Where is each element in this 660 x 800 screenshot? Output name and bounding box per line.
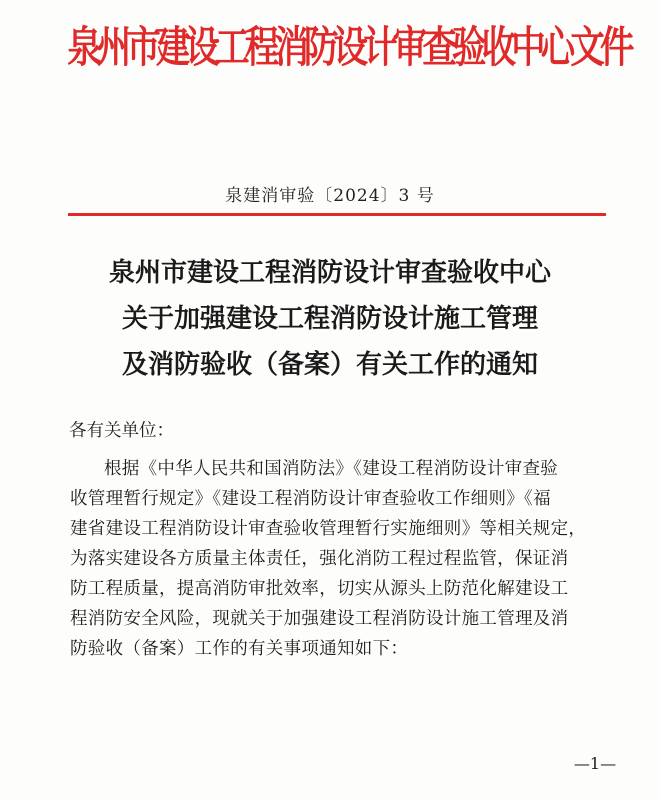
page-number: —1— [573,754,617,773]
salutation: 各有关单位： [69,421,174,441]
body-text-line: 建省建设工程消防设计审查验收管理暂行实施细则》等相关规定， [70,519,587,539]
body-text-line: 根据《中华人民共和国消防法》《建设工程消防设计审查验 [104,459,559,479]
document-header-title: 泉州市建设工程消防设计审查验收中心文件 [67,23,630,73]
body-text-line: 程消防安全风险，现就关于加强建设工程消防设计施工管理及消 [70,609,569,629]
body-text-line: 防验收（备案）工作的有关事项通知如下： [70,639,409,659]
red-divider-line [68,213,606,216]
body-text-line: 防工程质量，提高消防审批效率，切实从源头上防范化解建设工 [70,579,569,599]
document-number: 泉建消审验〔2024〕3 号 [225,186,435,206]
body-text-line: 收管理暂行规定》《建设工程消防设计审查验收工作细则》《福 [70,489,551,509]
notice-title-line: 关于加强建设工程消防设计施工管理 [121,304,538,334]
notice-title [0,250,660,388]
notice-title-line: 泉州市建设工程消防设计审查验收中心 [108,258,551,288]
notice-title-line: 及消防验收（备案）有关工作的通知 [121,350,538,380]
body-text-line: 为落实建设各方质量主体责任，强化消防工程过程监管，保证消 [70,549,569,569]
